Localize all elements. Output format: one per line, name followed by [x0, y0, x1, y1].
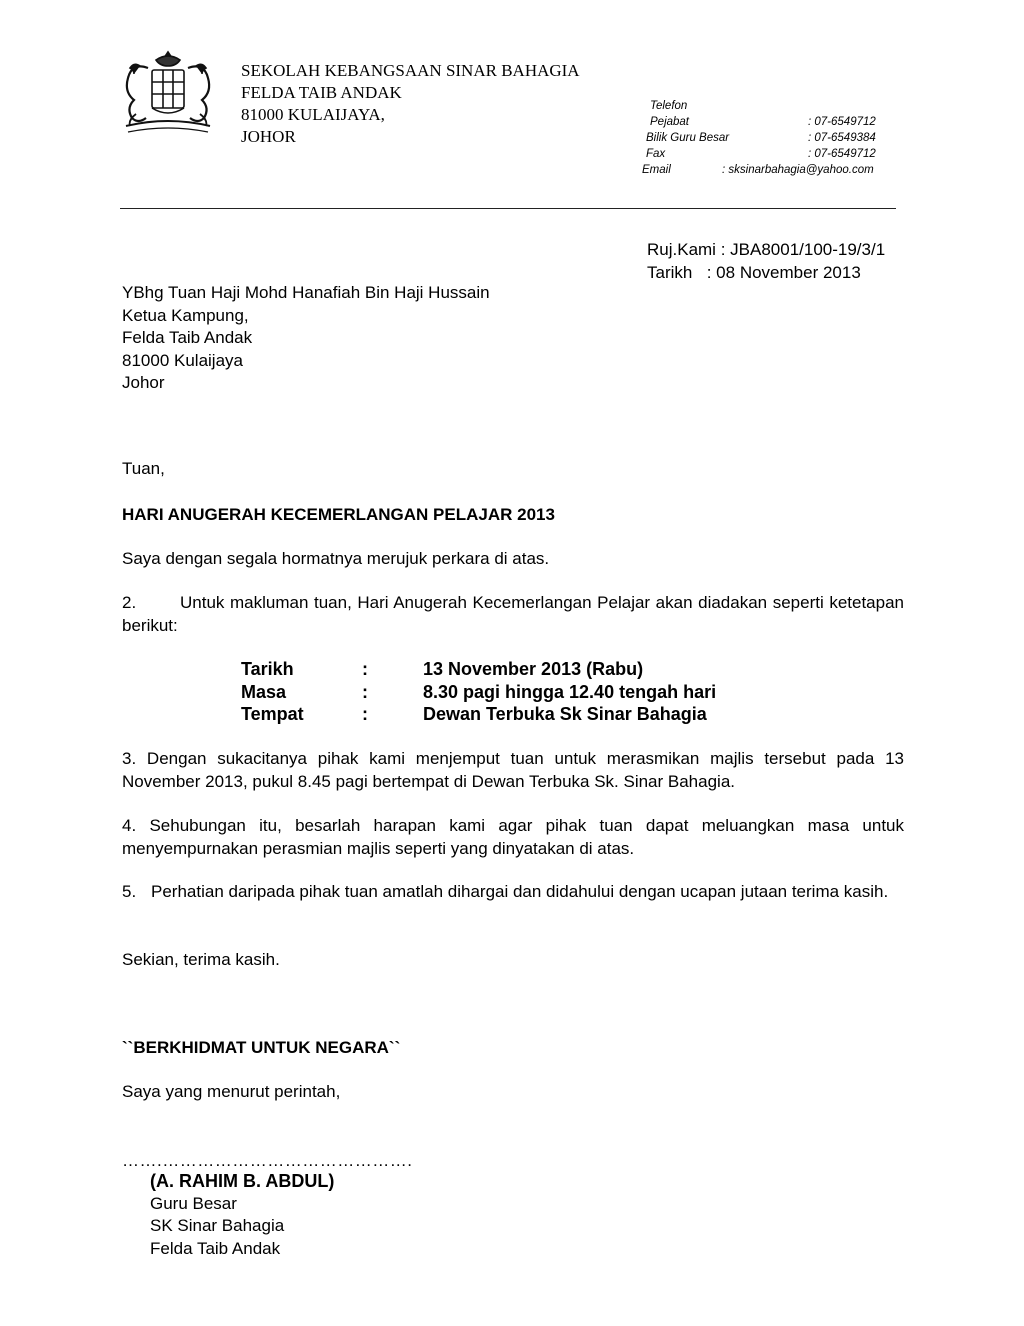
bilik-label: Bilik Guru Besar — [646, 132, 730, 144]
fax-label: Fax — [646, 148, 666, 160]
event-details — [241, 658, 716, 726]
tarikh-value: : 08 November 2013 — [706, 263, 861, 282]
paragraph-5-text: Perhatian daripada pihak tuan amatlah dihargai dan didahului dengan ucapan jutaan terima kasih. — [151, 882, 889, 901]
paragraph-5 — [122, 881, 904, 904]
ruj-label: Ruj.Kami — [647, 240, 716, 259]
paragraph-2 — [122, 592, 904, 637]
signatory-block — [150, 1170, 334, 1260]
detail-colon: : — [362, 704, 368, 724]
ruj-value: : JBA8001/100-19/3/1 — [720, 240, 886, 259]
detail-colon: : — [362, 659, 368, 679]
pejabat-row — [642, 114, 892, 130]
detail-value: 8.30 pagi hingga 12.40 tengah hari — [423, 681, 717, 702]
recipient-line: Johor — [122, 373, 165, 392]
school-name-block — [241, 60, 580, 148]
recipient-line: Felda Taib Andak — [122, 328, 253, 347]
tarikh-row — [647, 261, 885, 284]
paragraph-2-number: 2. — [122, 593, 137, 612]
letterhead-divider — [120, 208, 896, 209]
signature-line: …….……………………………………. — [122, 1151, 413, 1170]
recipient-line: Ketua Kampung, — [122, 305, 249, 325]
school-line: FELDA TAIB ANDAK — [241, 83, 402, 102]
recipient-address — [122, 282, 490, 395]
paragraph-1: Saya dengan segala hormatnya merujuk perkara di atas. — [122, 549, 550, 568]
detail-row — [241, 681, 716, 704]
motto: ``BERKHIDMAT UNTUK NEGARA`` — [122, 1038, 401, 1057]
detail-label: Masa — [241, 681, 287, 702]
coat-of-arms-crest-icon — [118, 48, 218, 140]
fax-value: : 07-6549712 — [808, 148, 876, 160]
salutation: Tuan, — [122, 459, 165, 478]
detail-value: 13 November 2013 (Rabu) — [423, 659, 644, 679]
detail-colon: : — [362, 681, 368, 702]
letter-subject: HARI ANUGERAH KECEMERLANGAN PELAJAR 2013 — [122, 505, 555, 524]
signatory-name: (A. RAHIM B. ABDUL) — [150, 1171, 335, 1191]
closing-line: Sekian, terima kasih. — [122, 950, 280, 969]
school-line: SEKOLAH KEBANGSAAN SINAR BAHAGIA — [241, 61, 580, 80]
recipient-line: 81000 Kulaijaya — [122, 350, 243, 370]
recipient-line: YBhg Tuan Haji Mohd Hanafiah Bin Haji Hussain — [122, 283, 490, 302]
fax-row — [642, 146, 892, 162]
detail-value: Dewan Terbuka Sk Sinar Bahagia — [423, 704, 707, 724]
pejabat-label: Pejabat — [650, 116, 690, 128]
signatory-school: SK Sinar Bahagia — [150, 1216, 285, 1235]
paragraph-5-number: 5. — [122, 882, 137, 901]
bilik-value: : 07-6549384 — [808, 132, 876, 144]
school-line: JOHOR — [241, 127, 296, 146]
email-label: Email — [642, 164, 671, 176]
tarikh-label: Tarikh — [647, 263, 693, 282]
bilik-row — [642, 130, 892, 146]
paragraph-2-text: Untuk makluman tuan, Hari Anugerah Kecemerlangan Pelajar akan diadakan seperti ketetapan berikut: — [122, 593, 904, 635]
telefon-label: Telefon — [650, 100, 688, 112]
email-value: : sksinarbahagia@yahoo.com — [722, 164, 874, 176]
school-line: 81000 KULAIJAYA, — [241, 105, 385, 124]
reference-block — [647, 238, 885, 284]
complimentary-close: Saya yang menurut perintah, — [122, 1082, 341, 1101]
email-row — [642, 162, 892, 178]
detail-row — [241, 658, 716, 681]
detail-label: Tempat — [241, 704, 304, 724]
paragraph-4: 4. Sehubungan itu, besarlah harapan kami agar pihak tuan dapat meluangkan masa untuk menyempurnakan perasmian majlis seperti yang dinyatakan di atas. — [122, 816, 904, 858]
paragraph-3: 3. Dengan sukacitanya pihak kami menjemput tuan untuk merasmikan majlis tersebut pada 13 November 2013, pukul 8.45 pagi bertempat di Dewan Terbuka Sk. Sinar Bahagia. — [122, 749, 904, 791]
contact-block — [642, 98, 892, 178]
pejabat-value: : 07-6549712 — [808, 116, 876, 128]
ruj-row — [647, 238, 885, 261]
detail-label: Tarikh — [241, 659, 294, 679]
detail-row — [241, 703, 716, 726]
signatory-location: Felda Taib Andak — [150, 1238, 281, 1258]
signatory-title: Guru Besar — [150, 1193, 237, 1213]
